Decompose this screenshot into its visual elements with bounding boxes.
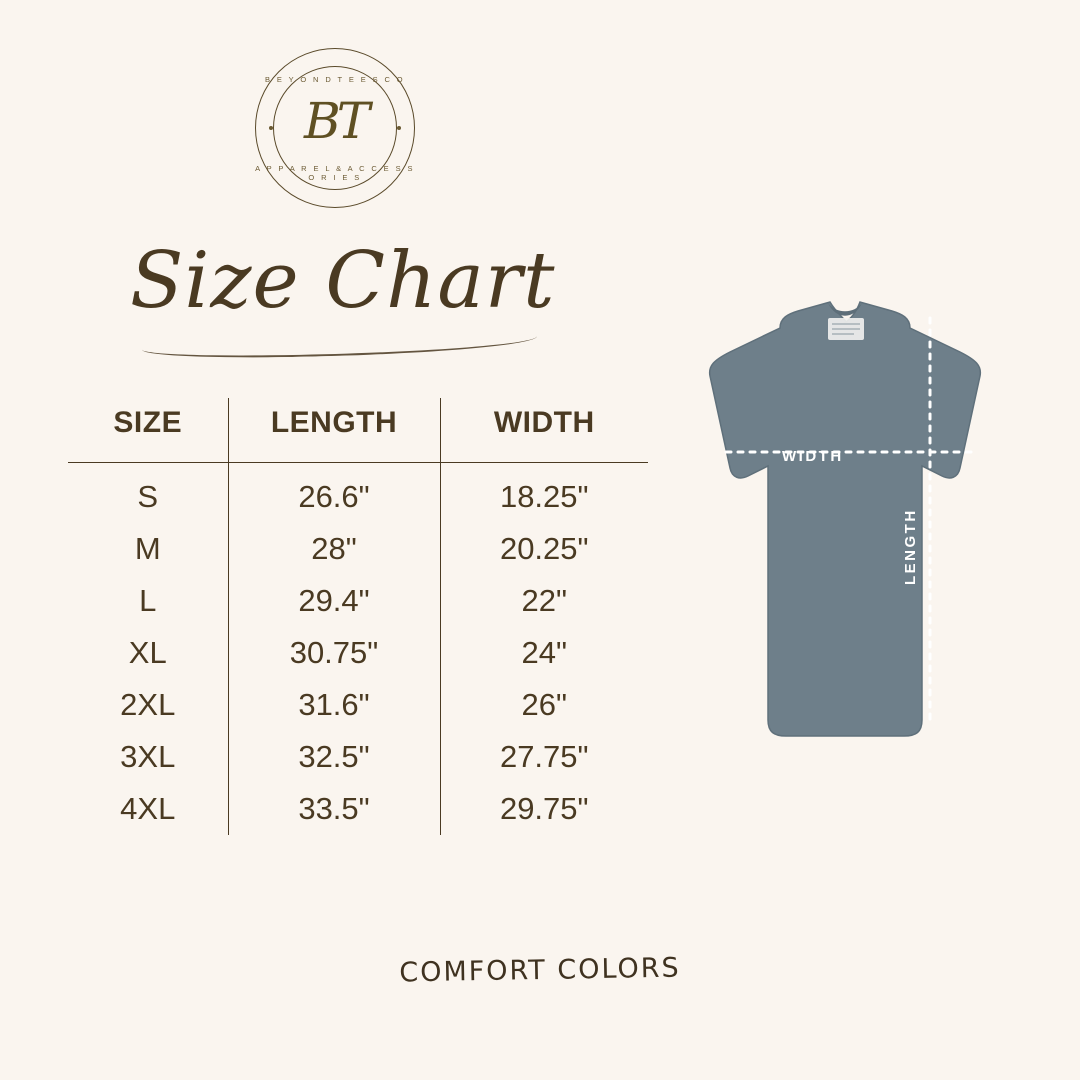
- logo-monogram: BT: [303, 92, 367, 150]
- cell-length: 28": [228, 523, 440, 575]
- table-header-row: [68, 398, 648, 463]
- tshirt-illustration: [630, 300, 1060, 780]
- table-row: [68, 523, 648, 575]
- cell-size: S: [137, 479, 159, 514]
- cell-length: 29.4": [228, 575, 440, 627]
- cell-length: 30.75": [228, 627, 440, 679]
- logo-dot-left: [269, 126, 273, 130]
- table-row: [68, 783, 648, 835]
- cell-width: 27.75": [499, 739, 589, 774]
- shirt-length-label: LENGTH: [902, 508, 919, 585]
- cell-width: 29.75": [499, 791, 589, 826]
- shirt-width-label: WIDTH: [782, 448, 844, 465]
- size-table: [68, 398, 648, 835]
- cell-size: 4XL: [120, 791, 176, 826]
- brand-logo: [255, 48, 415, 208]
- cell-width: 20.25": [499, 531, 589, 566]
- logo-arc-bottom-text: A P P A R E L & A C C E S S O R I E S: [255, 164, 415, 182]
- shirt-body: [710, 302, 981, 736]
- cell-size: XL: [128, 635, 167, 670]
- table-row: [68, 679, 648, 731]
- column-header-size: SIZE: [113, 406, 183, 439]
- cell-length: 26.6": [228, 463, 440, 524]
- logo-dot-right: [397, 126, 401, 130]
- table-row: [68, 627, 648, 679]
- cell-length: 32.5": [228, 731, 440, 783]
- cell-size: 2XL: [120, 687, 176, 722]
- table-row: [68, 575, 648, 627]
- cell-width: 24": [521, 635, 567, 670]
- cell-size: L: [139, 583, 157, 618]
- cell-length: 31.6": [228, 679, 440, 731]
- column-header-width: WIDTH: [493, 406, 595, 439]
- cell-width: 18.25": [499, 479, 589, 514]
- size-table-container: [68, 398, 648, 835]
- cell-length: 33.5": [228, 783, 440, 835]
- footer-brand-text: COMFORT COLORS: [399, 952, 681, 989]
- table-row: [68, 463, 648, 524]
- page-title: Size Chart: [130, 236, 556, 326]
- cell-width: 26": [521, 687, 567, 722]
- table-row: [68, 731, 648, 783]
- logo-arc-top-text: B E Y O N D T E E S C O: [264, 75, 406, 84]
- title-underline-flourish: [142, 326, 537, 360]
- column-header-length: LENGTH: [228, 398, 440, 463]
- cell-width: 22": [521, 583, 567, 618]
- cell-size: M: [134, 531, 161, 566]
- cell-size: 3XL: [120, 739, 176, 774]
- tshirt-svg: [630, 300, 1060, 780]
